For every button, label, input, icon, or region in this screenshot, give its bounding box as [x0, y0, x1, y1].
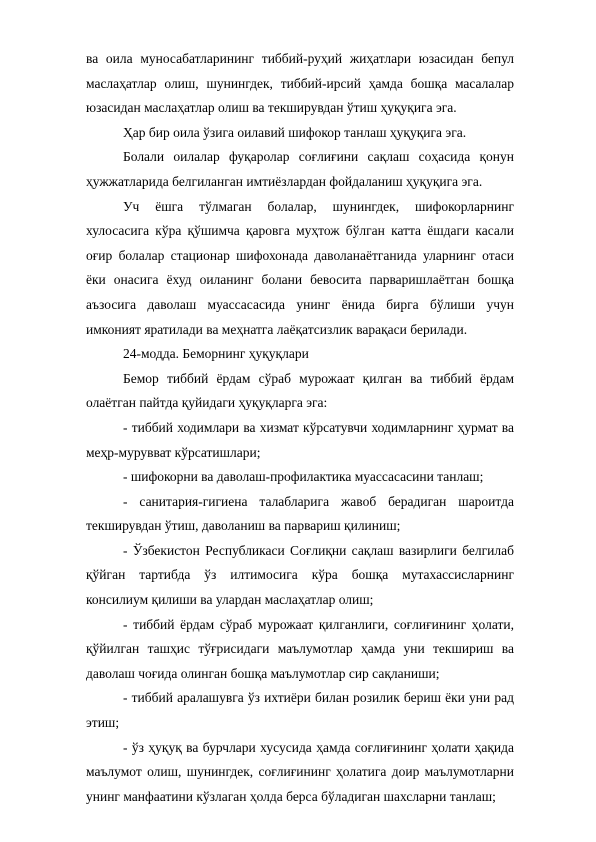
paragraph: Бемор тиббий ёрдам сўраб мурожаат қилган ва тиббий ёрдам олаётган пайтда қуйидаги ҳуқуқларга эга:	[86, 370, 514, 411]
list-item: - Ўзбекистон Республикаси Соғлиқни сақлаш вазирлиги белгилаб қўйган тартибда ўз илтимосига кўра бошқа мутахассисларнинг консилиум қилиши ва улардан маслаҳатлар олиш;	[86, 542, 514, 608]
article-heading: 24-модда. Беморнинг ҳуқуқлари	[123, 346, 309, 362]
list-item: - санитария-гигиена талабларига жавоб берадиган шароитда текширувдан ўтиш, даволаниш ва парвариш қилиниш;	[86, 493, 514, 534]
paragraph: Ҳар бир оила ўзига оилавий шифокор танлаш ҳуқуқига эга.	[123, 124, 467, 140]
list-item: - тиббий ёрдам сўраб мурожаат қилганлиги, соғлиғининг ҳолати, қўйилган ташҳис тўғрисидаги маълумотлар ҳамда уни текшириш ва даволаш чоғида олинган бошқа маълумотлар сир сақланиши;	[86, 616, 514, 681]
list-item: - ўз ҳуқуқ ва бурчлари хусусида ҳамда соғлиғининг ҳолати ҳақида маълумот олиш, шунингдек, соғлиғининг ҳолатига доир маълумотларни унинг манфаатини кўзлаган ҳолда берса бўладиган шахсларни танлаш;	[86, 739, 514, 804]
paragraph: Уч ёшга тўлмаган болалар, шунингдек, шифокорларнинг хулосасига кўра қўшимча қаровга муҳтож бўлган катта ёшдаги касали оғир болалар стационар шифохонада даволанаётганида уларнинг отаси ёки онасига ёхуд оиланинг болани бевосита парваришлаётган бошқа аъзосига даволаш муассасасида унинг ёнида бирга бўлиши учун имконият яратилади ва меҳнатга лаёқатсизлик варақаси берилади.	[86, 198, 514, 337]
list-item: - тиббий аралашувга ўз ихтиёри билан розилик бериш ёки уни рад этиш;	[86, 690, 514, 731]
document-page	[86, 47, 514, 809]
list-item: - шифокорни ва даволаш-профилактика муассасасини танлаш;	[123, 469, 484, 485]
list-item: - тиббий ходимлари ва хизмат кўрсатувчи ходимларнинг ҳурмат ва меҳр-мурувват кўрсатишлари;	[86, 419, 514, 460]
paragraph: Болали оилалар фуқаролар соғлиғини сақлаш соҳасида қонун ҳужжатларида белгиланган имтиёзлардан фойдаланиш ҳуқуқига эга.	[86, 149, 514, 189]
paragraph: ва оила муносабатларининг тиббий-руҳий жиҳатлари юзасидан бепул маслаҳатлар олиш, шунингдек, тиббий-ирсий ҳамда бошқа масалалар юзасидан маслаҳатлар олиш ва текширувдан ўтиш ҳуқуқига эга.	[86, 51, 514, 116]
